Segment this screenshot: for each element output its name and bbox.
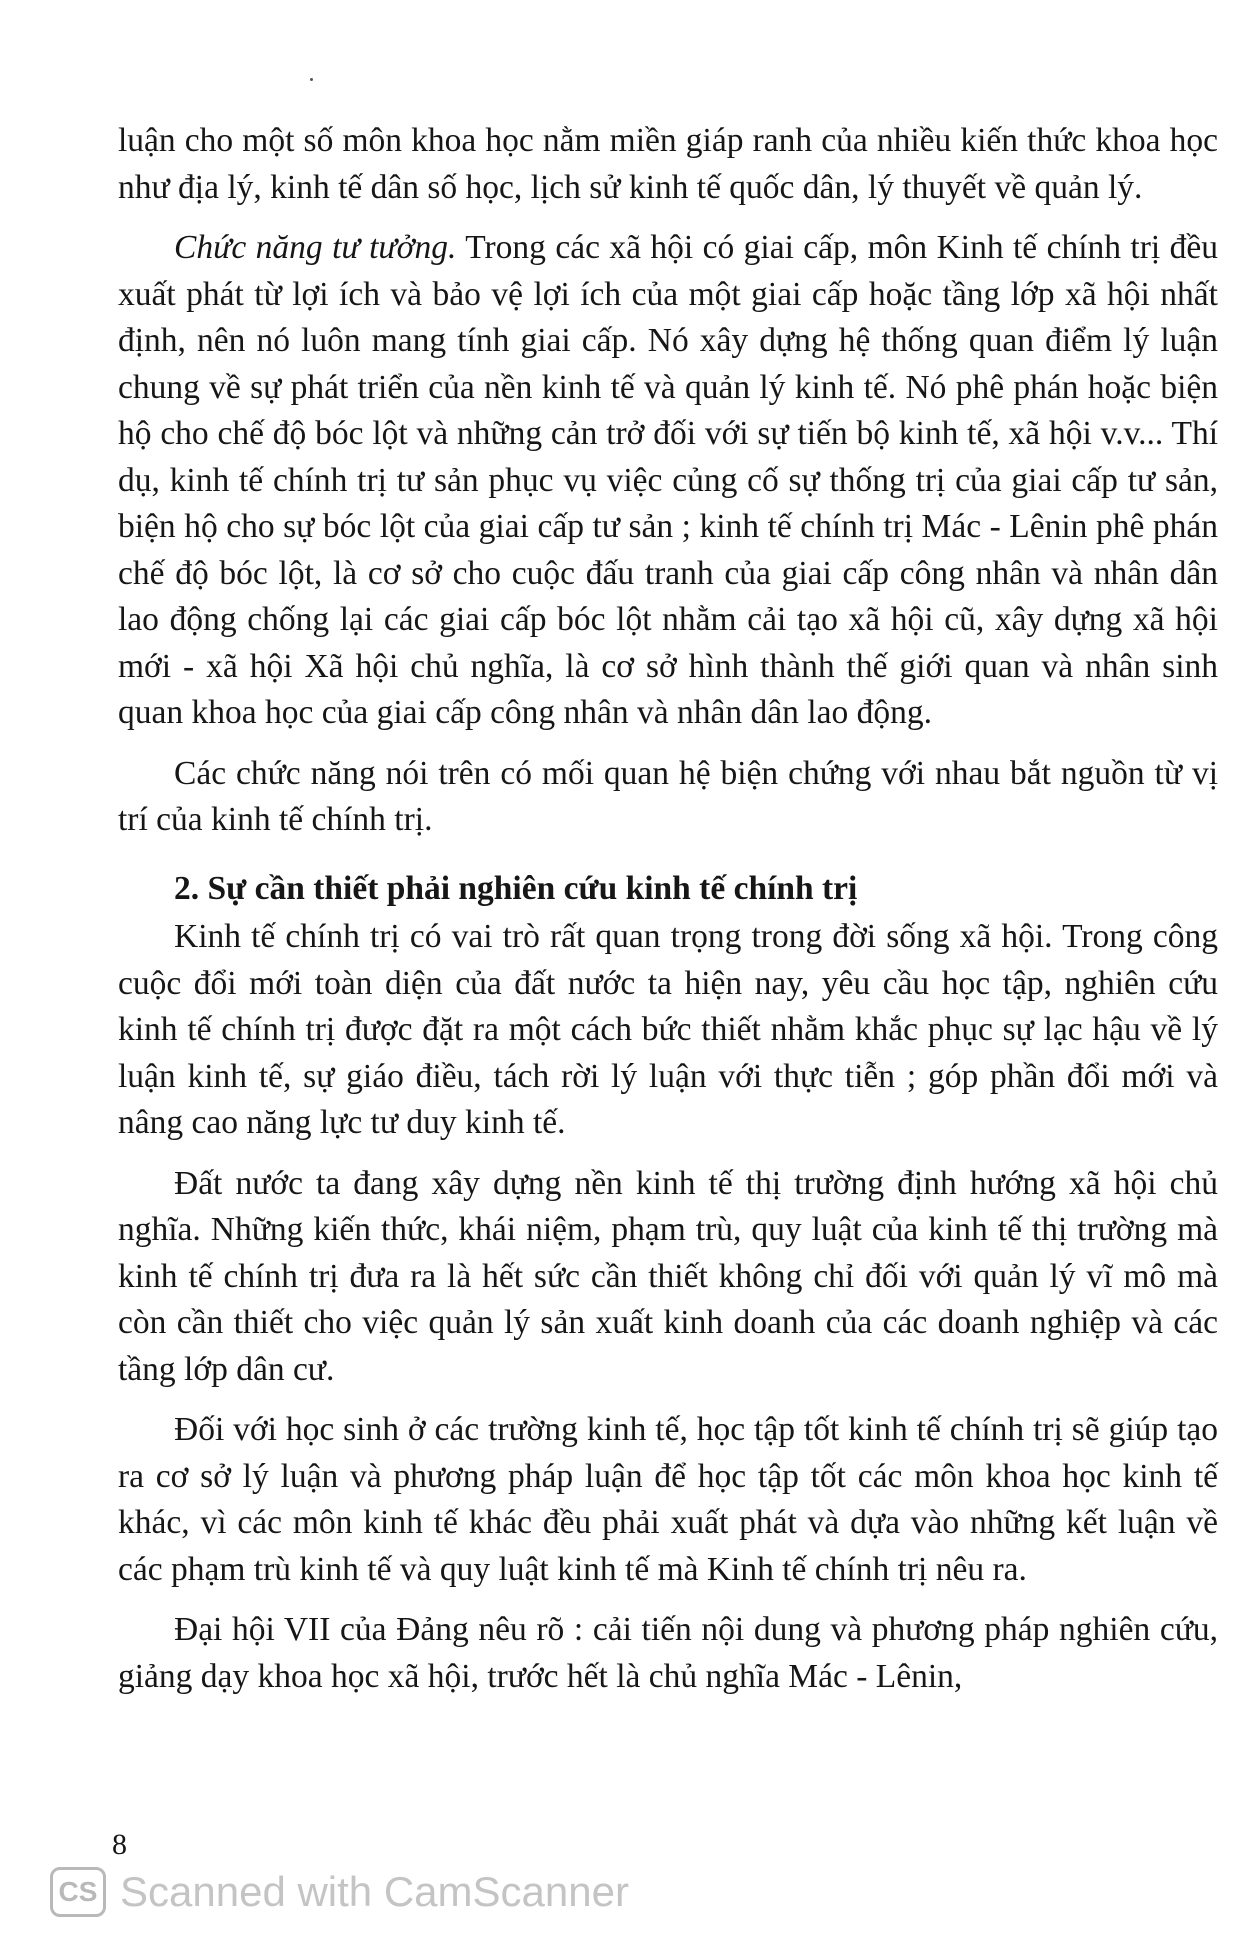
paragraph-role-of-political-economy: Kinh tế chính trị có vai trò rất quan trọng trong đời sống xã hội. Trong công cuộc đổi mới toàn diện của đất nước ta hiện nay, yêu cầu học tập, nghiên cứu kinh tế chính trị được đặt ra một cách bức thiết nhằm khắc phục sự lạc hậu về lý luận kinh tế, sự giáo điều, tách rời lý luận với thực tiễn ; góp phần đổi mới và nâng cao năng lực tư duy kinh tế. <box>118 918 1218 1141</box>
paragraph-ideological-function <box>118 225 1218 737</box>
section-heading: 2. Sự cần thiết phải nghiên cứu kinh tế chính trị <box>174 869 858 907</box>
paragraph-market-economy: Đất nước ta đang xây dựng nền kinh tế thị trường định hướng xã hội chủ nghĩa. Những kiến thức, khái niệm, phạm trù, quy luật của kinh tế thị trường mà kinh tế chính trị đưa ra là hết sức cần thiết không chỉ đối với quản lý vĩ mô mà còn cần thiết cho việc quản lý sản xuất kinh doanh của các doanh nghiệp và các tầng lớp dân cư. <box>118 1164 1218 1388</box>
watermark-text: Scanned with CamScanner <box>120 1868 629 1915</box>
italic-lead-ideological-function: Chức năng tư tưởng. <box>174 229 457 266</box>
paragraph-functions-relationship: Các chức năng nói trên có mối quan hệ biện chứng với nhau bắt nguồn từ vị trí của kinh tế chính trị. <box>118 754 1218 838</box>
page-body <box>118 118 1218 1714</box>
paragraph-intro-continuation: luận cho một số môn khoa học nằm miền giáp ranh của nhiều kiến thức khoa học như địa lý, kinh tế dân số học, lịch sử kinh tế quốc dân, lý thuyết về quản lý. <box>118 122 1218 206</box>
scan-speck <box>310 78 313 81</box>
paragraph-party-congress: Đại hội VII của Đảng nêu rõ : cải tiến nội dung và phương pháp nghiên cứu, giảng dạy khoa học xã hội, trước hết là chủ nghĩa Mác - Lênin, <box>118 1611 1218 1695</box>
paragraph-ideological-function-text: Trong các xã hội có giai cấp, môn Kinh tế chính trị đều xuất phát từ lợi ích và bảo vệ lợi ích của một giai cấp hoặc tầng lớp xã hội nhất định, nên nó luôn mang tính giai cấp. Nó xây dựng hệ thống quan điểm lý luận chung về sự phát triển của nền kinh tế và quản lý kinh tế. Nó phê phán hoặc biện hộ cho chế độ bóc lột và những cản trở đối với sự tiến bộ kinh tế, xã hội v.v... Thí dụ, kinh tế chính trị tư sản phục vụ việc củng cố sự thống trị của giai cấp tư sản, biện hộ cho sự bóc lột của giai cấp tư sản ; kinh tế chính trị Mác - Lênin phê phán chế độ bóc lột, là cơ sở cho cuộc đấu tranh của giai cấp công nhân và nhân dân lao động chống lại các giai cấp bóc lột nhằm cải tạo xã hội cũ, xây dựng xã hội mới - xã hội Xã hội chủ nghĩa, là cơ sở hình thành thế giới quan và nhân sinh quan khoa học của giai cấp công nhân và nhân dân lao động. <box>118 229 1218 731</box>
camscanner-watermark <box>50 1862 629 1922</box>
camscanner-logo-icon: CS <box>50 1867 106 1917</box>
page-number: 8 <box>112 1828 127 1861</box>
paragraph-students: Đối với học sinh ở các trường kinh tế, học tập tốt kinh tế chính trị sẽ giúp tạo ra cơ sở lý luận và phương pháp luận để học tập tốt các môn khoa học kinh tế khác, vì các môn kinh tế khác đều phải xuất phát và dựa vào những kết luận về các phạm trù kinh tế và quy luật kinh tế mà Kinh tế chính trị nêu ra. <box>118 1411 1218 1588</box>
